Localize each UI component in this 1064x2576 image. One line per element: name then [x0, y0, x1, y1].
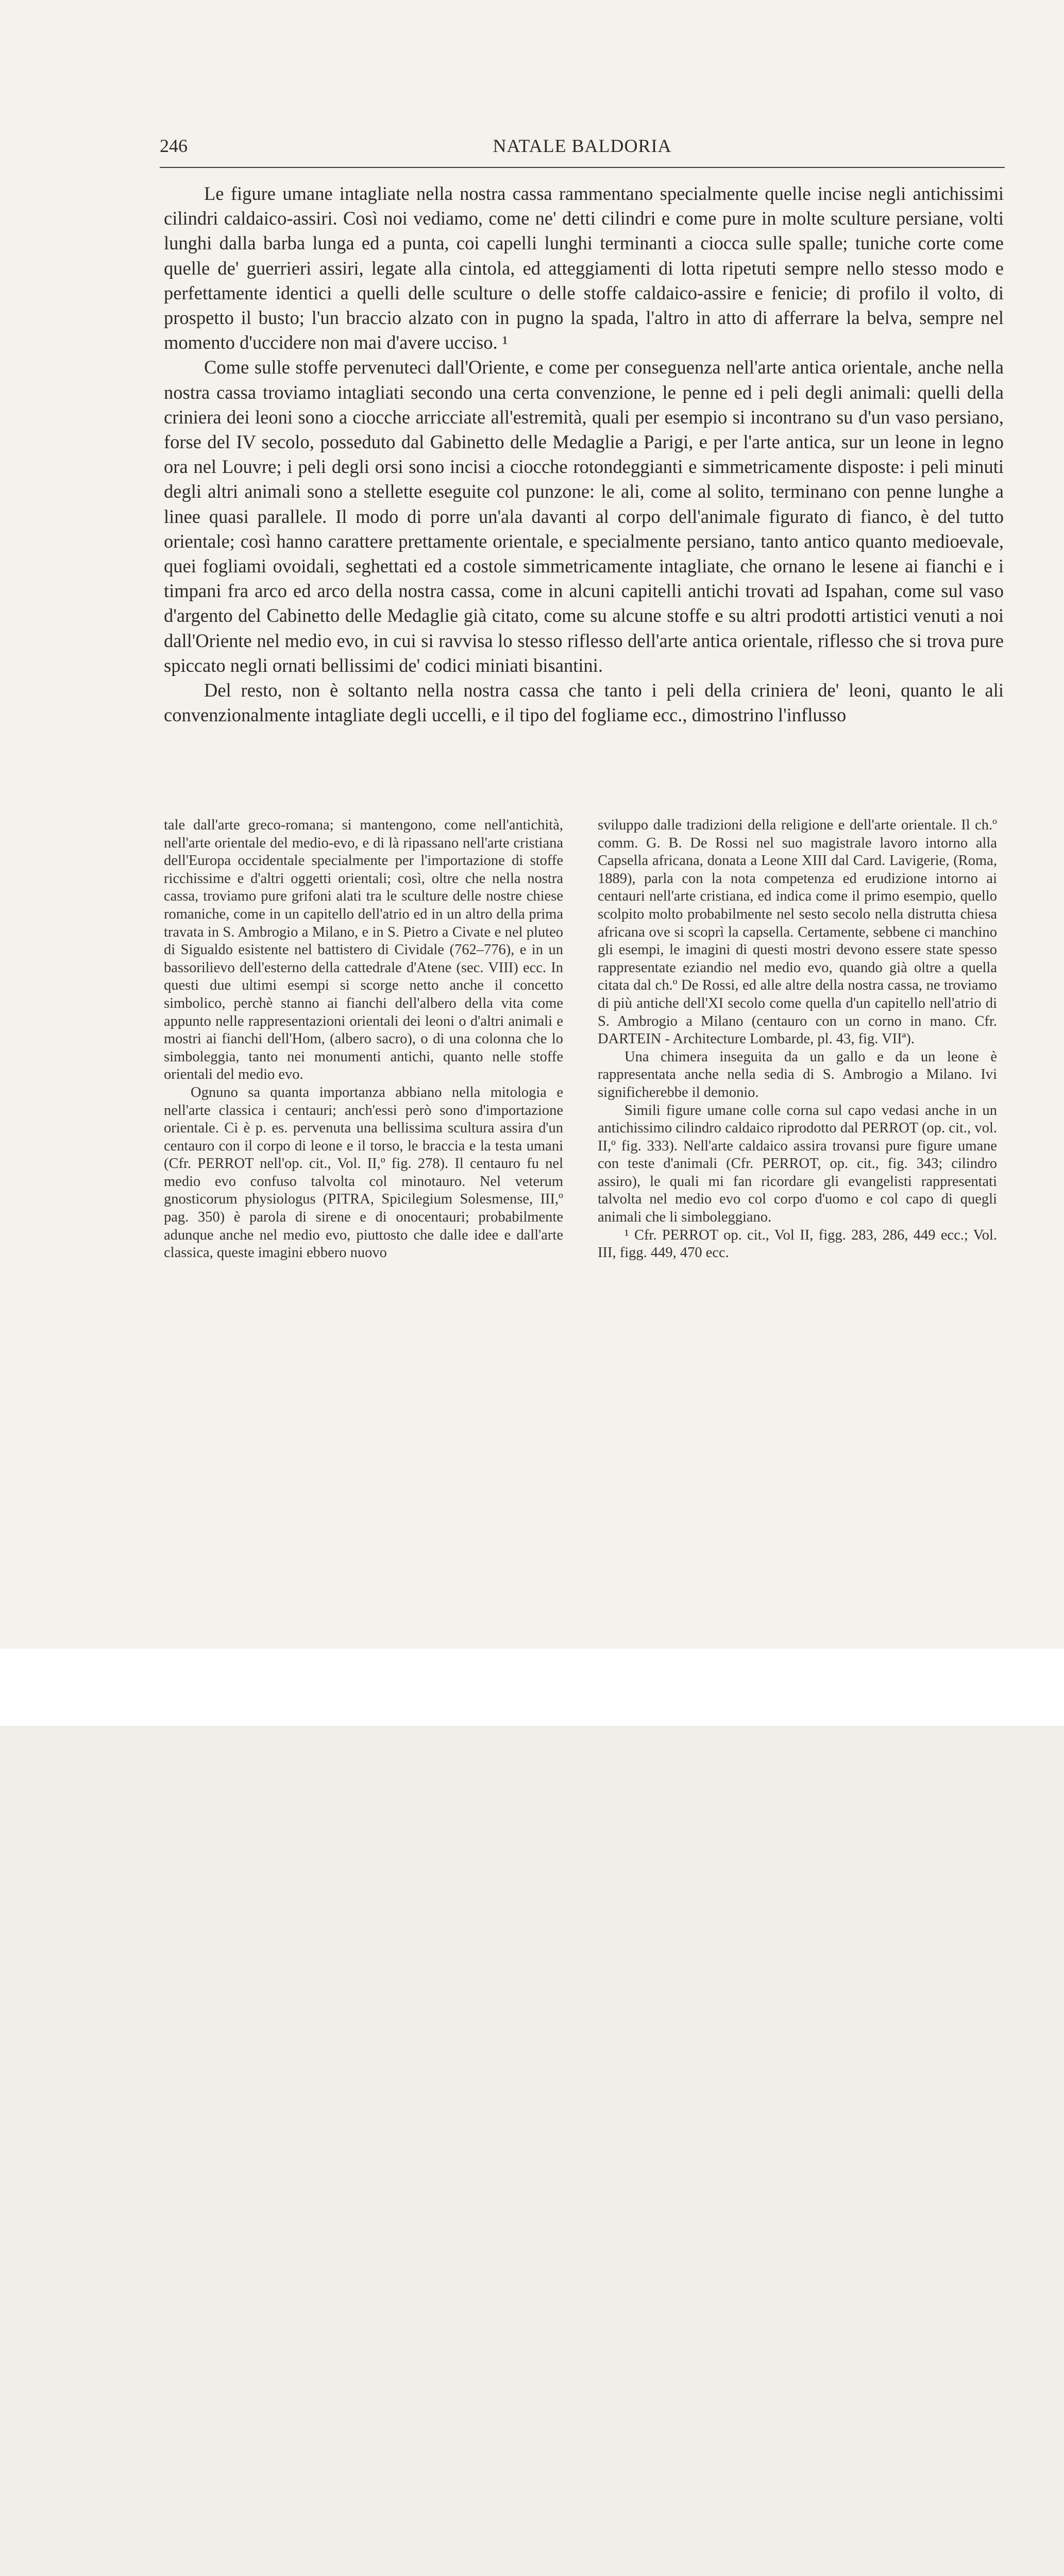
main-text — [164, 181, 1004, 727]
page-number: 246 — [160, 135, 188, 156]
main-paragraph: Del resto, non è soltanto nella nostra cassa che tanto i peli della criniera de' leoni, quanto le ali convenzionalmente intagliate degli uccelli, e il tipo del fogliame ecc., dimostrino l'influsso — [164, 680, 1004, 726]
footnote-paragraph: Ognuno sa quanta importanza abbiano nella mitologia e nell'arte classica i centauri; anch'essi però sono d'importazione orientale. Ci è p. es. pervenuta una bellissima scultura assira d'un centauro con il corpo di leone e il torso, le braccia e la testa umani (Cfr. PERROT nell'op. cit., Vol. II,º fig. 278). Il centauro fu nel medio evo confuso talvolta col minotauro. Nel veterum gnosticorum physiologus (PITRA, Spicilegium Solesmense, III,º pag. 350) è parola di sirene e di onocentauri; probabilmente adunque anche nel medio evo, piuttosto che dalle idee e dall'arte classica, queste imagini ebbero nuovo — [164, 1084, 563, 1261]
running-title: NATALE BALDORIA — [493, 135, 672, 156]
main-paragraph: Come sulle stoffe pervenuteci dall'Oriente, e come per conseguenza nell'arte antica orientale, anche nella nostra cassa troviamo intagliati secondo una certa convenzione, le penne ed i peli degli animali: quelli della criniera dei leoni sono a ciocche arricciate all'estremità, quali per esempio si incontrano su d'un vaso persiano, forse del IV secolo, posseduto dal Gabinetto delle Medaglie a Parigi, e per l'arte antica, sur un leone in legno ora nel Louvre; i peli degli orsi sono incisi a ciocche rotondeggianti e simmetricamente disposte: i peli minuti degli altri animali sono a stellette eseguite col punzone: le ali, come al solito, terminano con penne lunghe a linee quasi parallele. Il modo di porre un'ala davanti al corpo dell'animale figurato di fianco, è del tutto orientale; così hanno carattere prettamente orientale, e specialmente persiano, tanto antico quanto medioevale, quei fogliami ovoidali, seghettati ed a costole simmetricamente intagliate, che ornano le lesene ai fianchi e i timpani fra arco ed arco della nostra cassa, come in alcuni capitelli antichi trovati ad Ispahan, come sul vaso d'argento del Cabinetto delle Medaglie già citato, come su alcune stoffe e su altri prodotti artistici venuti a noi dall'Oriente nel medio evo, in cui si ravvisa lo stesso riflesso dell'arte antica orientale, riflesso che si trova pure spiccato negli ornati bellissimi de' codici miniati bisantini. — [164, 357, 1004, 676]
page-header — [160, 135, 1005, 161]
viewer-footer — [0, 1649, 1064, 1726]
footnote-paragraph: tale dall'arte greco-romana; si mantengono, come nell'antichità, nell'arte orientale del medio-evo, e di là ripassano nell'arte cristiana dell'Europa occidentale specialmente per l'importazione di stoffe ricchissime e d'altri oggetti orientali; così, oltre che nella nostra cassa, troviamo pure grifoni alati tra le sculture delle nostre chiese romaniche, come in un capitello dell'atrio ed in un altro della prima travata in S. Ambrogio a Milano, e in S. Pietro a Civate e nel pluteo di Sigualdo esistente nel battistero di Cividale (762–776), e in un bassorilievo dell'esterno della cattedrale d'Atene (sec. VIII) ecc. In questi due ultimi esempi si scorge netto anche il concetto simbolico, perchè stanno ai fianchi dell'albero della vita come appunto nelle rappresentazioni orientali dei leoni o d'altri animali e mostri ai fianchi dell'Hom, (albero sacro), o di una colonna che lo simboleggia, tanto nei monumenti antichi, quanto nelle stoffe orientali del medio evo. — [164, 817, 563, 1083]
footnote-paragraph: ¹ Cfr. PERROT op. cit., Vol II, figg. 283, 286, 449 ecc.; Vol. III, figg. 449, 470 ecc. — [598, 1227, 997, 1261]
footnote-paragraph: sviluppo dalle tradizioni della religione e dell'arte orientale. Il ch.º comm. G. B. De Rossi nel suo magistrale lavoro intorno alla Capsella africana, donata a Leone XIII dal Card. Lavigerie, (Roma, 1889), parla con la nota competenza ed erudizione intorno ai centauri nell'arte cristiana, ed indica come il primo esempio, quello scolpito molto probabilmente nel sesto secolo nella distrutta chiesa africana ove si scoprì la capsella. Certamente, sebbene ci manchino gli esempi, le imagini di questi mostri devono essere state spesso rappresentate eziandio nel medio evo, quando già oltre a quella citata dal ch.º De Rossi, ed alle altre della nostra cassa, ne troviamo di più antiche dell'XI secolo come quella d'un capitello nell'atrio di S. Ambrogio a Milano (centauro con un corno in mano. Cfr. DARTEIN - Architecture Lombarde, pl. 43, fig. VIIª). — [598, 817, 997, 1047]
footnote-paragraph: Una chimera inseguita da un gallo e da un leone è rappresentata anche nella sedia di S. Ambrogio a Milano. Ivi significherebbe il demonio. — [598, 1048, 997, 1100]
footnote-paragraph: Simili figure umane colle corna sul capo vedasi anche in un antichissimo cilindro caldaico riprodotto dal PERROT (op. cit., vol. II,º fig. 333). Nell'arte caldaico assira trovansi pure figure umane con teste d'animali (Cfr. PERROT, op. cit., fig. 343; cilindro assiro), le quali mi fan ricordare gli evangelisti rappresentati talvolta nel medio evo col corpo d'uomo e col capo di quegli animali che li simboleggiano. — [598, 1102, 997, 1226]
header-rule — [160, 167, 1005, 168]
footnotes-left-column — [164, 817, 563, 1262]
main-paragraph: Le figure umane intagliate nella nostra cassa rammentano specialmente quelle incise negli antichissimi cilindri caldaico-assiri. Così noi vediamo, come ne' detti cilindri e come pure in molte sculture persiane, volti lunghi dalla barba lunga ed a punta, coi capelli lunghi terminanti a ciocca sulle spalle; tuniche corte come quelle de' guerrieri assiri, legate alla cintola, ed atteggiamenti di lotta ripetuti sempre nello stesso modo e perfettamente identici a quelli delle sculture o delle stoffe caldaico-assire e fenicie; di profilo il volto, di prospetto il busto; l'un braccio alzato con in pugno la spada, l'altro in atto di afferrare la belva, sempre nel momento d'uccidere non mai d'avere ucciso. ¹ — [164, 183, 1004, 353]
footnotes-right-column — [598, 817, 997, 1262]
